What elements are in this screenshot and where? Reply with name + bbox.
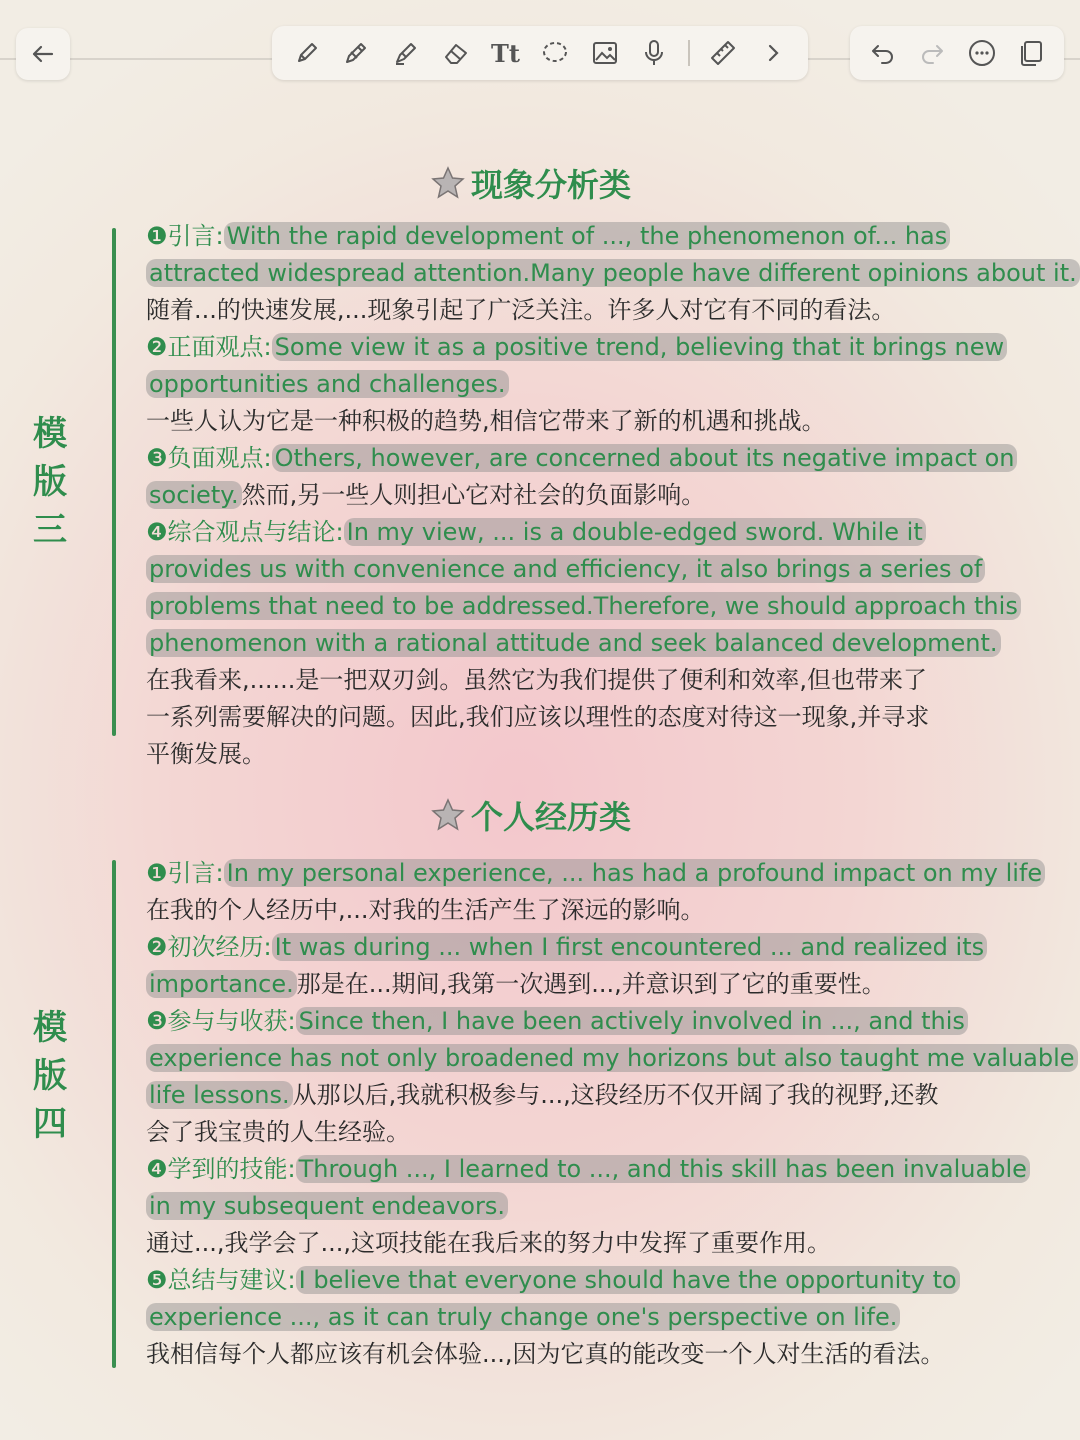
text-line [146,736,1051,773]
section-title-experience [0,792,1060,838]
image-icon[interactable] [589,37,621,69]
text-line [146,966,1051,1003]
text-line [146,855,1051,892]
english-highlight: experience ..., as it can truly change one's perspective on life. [146,1303,900,1331]
text-line [146,1114,1051,1151]
text-line [146,440,1051,477]
chinese-translation: 一些人认为它是一种积极的趋势,相信它带来了新的机遇和挑战。 [146,407,826,435]
text-line [146,1299,1051,1336]
english-highlight: Since then, I have been actively involved in ..., and this [296,1007,968,1035]
point-heading: ❹综合观点与结论: [146,518,344,546]
english-highlight: experience has not only broadened my horizons but also taught me valuable [146,1044,1078,1072]
point-heading: ❹学到的技能: [146,1155,296,1183]
english-highlight: provides us with convenience and efficiency, it also brings a series of [146,555,985,583]
lasso-icon[interactable] [539,37,571,69]
point-heading: ❸负面观点: [146,444,272,472]
template-label: 模 版 三 [33,414,67,550]
text-line [146,1077,1051,1114]
toolbar-separator [688,40,690,66]
point-heading: ❶引言: [146,859,224,887]
chinese-translation: 我相信每个人都应该有机会体验...,因为它真的能改变一个人对生活的看法。 [146,1340,945,1368]
english-highlight: Through ..., I learned to ..., and this skill has been invaluable [296,1155,1030,1183]
text-line [146,699,1051,736]
english-highlight: With the rapid development of ..., the phenomenon of... has [224,222,951,250]
template3-content [146,218,1077,773]
text-line [146,929,1051,966]
text-line [146,255,1077,292]
highlighter-icon[interactable] [390,37,422,69]
point-heading: ❸参与与收获: [146,1007,296,1035]
text-line [146,588,1051,625]
text-line [146,1336,1051,1373]
english-highlight: In my personal experience, ... has had a profound impact on my life [224,859,1046,887]
text-line [146,1225,1051,1262]
section-title-phenomenon [0,160,1060,206]
pages-icon[interactable] [1015,37,1047,69]
point-heading: ❷初次经历: [146,933,272,961]
text-line [146,1262,1051,1299]
section-title-text: 个人经历类 [470,798,631,836]
english-highlight: In my view, ... is a double-edged sword. While it [344,518,926,546]
english-highlight: in my subsequent endeavors. [146,1192,508,1220]
pen-icon[interactable] [291,37,323,69]
text-line [146,218,1051,255]
point-heading: ❷正面观点: [146,333,272,361]
eraser-icon[interactable] [440,37,472,69]
text-line [146,1188,1051,1225]
chinese-translation: 平衡发展。 [146,740,266,768]
star-icon [429,798,467,832]
section-divider-line [112,860,116,1368]
text-line [146,292,1051,329]
pen-2-icon[interactable] [340,37,372,69]
chevron-right-icon[interactable] [757,37,789,69]
chinese-translation: 会了我宝贵的人生经验。 [146,1118,410,1146]
point-heading: ❶引言: [146,222,224,250]
text-line [146,1003,1051,1040]
template4-content [146,855,1075,1373]
chinese-translation: 然而,另一些人则担心它对社会的负面影响。 [241,481,706,509]
ruler-icon[interactable] [707,37,739,69]
text-line [146,1040,1075,1077]
english-highlight: life lessons. [146,1081,293,1109]
back-button[interactable] [16,28,70,80]
english-highlight: attracted widespread attention.Many people have different opinions about it. [146,259,1080,287]
chinese-translation: 通过...,我学会了...,这项技能在我后来的努力中发挥了重要作用。 [146,1229,832,1257]
english-highlight: importance. [146,970,297,998]
text-line [146,366,1051,403]
text-line [146,892,1051,929]
undo-icon[interactable] [867,37,899,69]
template-label: 模 版 四 [33,1008,67,1144]
tool-bar [272,26,808,80]
text-line [146,403,1051,440]
text-line [146,662,1051,699]
english-highlight: It was during ... when I first encountered ... and realized its [272,933,988,961]
english-highlight: problems that need to be addressed.Therefore, we should approach this [146,592,1021,620]
more-icon[interactable] [966,37,998,69]
chinese-translation: 在我的个人经历中,...对我的生活产生了深远的影响。 [146,896,705,924]
redo-icon[interactable] [916,37,948,69]
point-heading: ❺总结与建议: [146,1266,296,1294]
english-highlight: society. [146,481,242,509]
action-bar [850,26,1064,80]
english-highlight: Others, however, are concerned about its negative impact on [272,444,1018,472]
chinese-translation: 从那以后,我就积极参与...,这段经历不仅开阔了我的视野,还教 [292,1081,939,1109]
english-highlight: opportunities and challenges. [146,370,509,398]
text-tool-icon[interactable] [489,37,521,69]
chinese-translation: 在我看来,......是一把双刃剑。虽然它为我们提供了便利和效率,但也带来了 [146,666,928,694]
english-highlight: I believe that everyone should have the opportunity to [296,1266,960,1294]
star-icon [429,166,467,200]
english-highlight: Some view it as a positive trend, believing that it brings new [272,333,1008,361]
text-line [146,477,1051,514]
text-line [146,1151,1051,1188]
svg-text:Tt: Tt [491,39,521,68]
text-line [146,625,1051,662]
text-line [146,329,1051,366]
chinese-translation: 一系列需要解决的问题。因此,我们应该以理性的态度对待这一现象,并寻求 [146,703,930,731]
text-line [146,551,1051,588]
text-line [146,514,1051,551]
arrow-left-icon [27,38,59,70]
chinese-translation: 那是在...期间,我第一次遇到...,并意识到了它的重要性。 [296,970,886,998]
english-highlight: phenomenon with a rational attitude and seek balanced development. [146,629,1001,657]
microphone-icon[interactable] [638,37,670,69]
section-title-text: 现象分析类 [470,166,631,204]
section-divider-line [112,228,116,736]
chinese-translation: 随着...的快速发展,...现象引起了广泛关注。许多人对它有不同的看法。 [146,296,896,324]
